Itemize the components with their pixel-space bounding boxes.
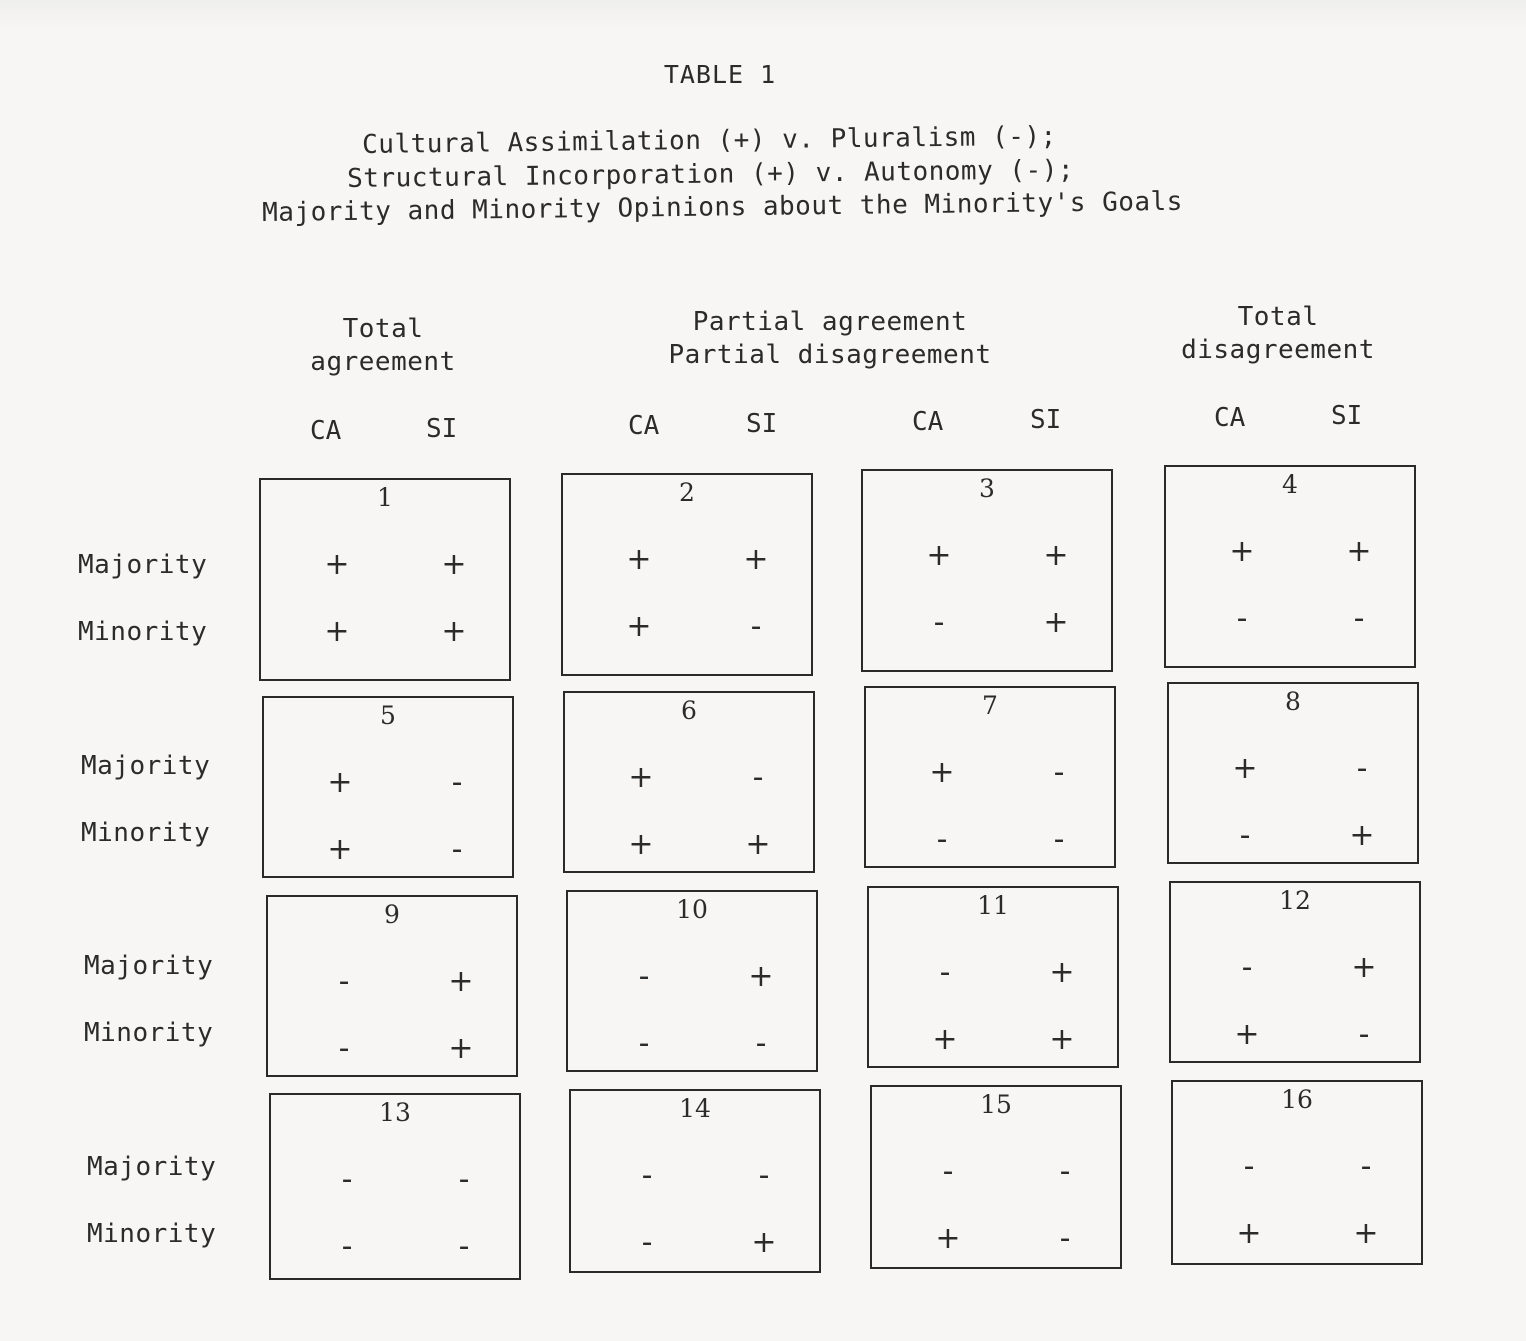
sign-majority-si: - [758,1158,770,1193]
sign-majority-si: - [1059,1154,1071,1189]
sign-minority-ca: - [936,822,948,857]
subtitle-line-1: Cultural Assimilation (+) v. Pluralism (-); [362,121,1057,160]
cell-11 [867,886,1119,1068]
sign-majority-ca: + [1232,751,1258,786]
cell-number: 12 [1279,886,1311,915]
column-header-si: SI [426,414,458,444]
group-heading-line: agreement [310,347,456,377]
sign-majority-ca: - [338,964,350,999]
cell-number: 9 [384,900,400,929]
cell-number: 4 [1282,470,1298,499]
sign-minority-ca: - [341,1229,353,1264]
sign-majority-si: - [1053,755,1065,790]
cell-13 [269,1093,521,1280]
sign-minority-ca: - [641,1225,653,1260]
cell-10 [566,890,818,1072]
cell-6 [563,691,815,873]
cell-14 [569,1089,821,1273]
cell-7 [864,686,1116,868]
column-header-ca: CA [1214,403,1246,433]
row-label-minority: Minority [81,818,211,848]
sign-minority-ca: - [338,1031,350,1066]
group-heading-line: Partial agreement [692,307,968,337]
cell-number: 7 [982,691,998,720]
column-header-si: SI [1030,405,1062,435]
sign-minority-si: + [1349,818,1375,853]
cell-16 [1171,1080,1423,1265]
column-header-ca: CA [310,416,342,446]
cell-number: 11 [977,891,1009,920]
row-label-majority: Majority [78,550,208,580]
sign-majority-si: + [1043,538,1069,573]
sign-minority-ca: - [933,605,945,640]
column-header-ca: CA [628,411,660,441]
group-heading-total-disagreement [1168,301,1388,367]
subtitle-line-2: Structural Incorporation (+) v. Autonomy (-); [347,155,1075,194]
sign-majority-ca: - [1241,950,1253,985]
sign-minority-ca: + [327,832,353,867]
sign-minority-ca: - [1236,601,1248,636]
sign-minority-si: + [751,1225,777,1260]
cell-number: 15 [980,1090,1012,1119]
row-label-majority: Majority [81,751,211,781]
sign-majority-ca: - [638,959,650,994]
cell-9 [266,895,518,1077]
sign-majority-si: - [1356,751,1368,786]
sign-minority-si: + [1049,1022,1075,1057]
cell-4 [1164,465,1416,668]
cell-12 [1169,881,1421,1063]
sign-majority-ca: + [926,538,952,573]
sign-majority-si: + [1049,955,1075,990]
sign-majority-si: - [1360,1149,1372,1184]
cell-number: 10 [676,895,708,924]
sign-majority-si: - [451,765,463,800]
row-label-minority: Minority [87,1219,217,1249]
sign-minority-ca: + [626,609,652,644]
group-heading-line: Total [1237,302,1319,332]
cell-number: 1 [377,483,393,512]
column-header-ca: CA [912,407,944,437]
sign-majority-ca: + [1229,534,1255,569]
sign-minority-ca: + [1236,1216,1262,1251]
row-label-minority: Minority [84,1018,214,1048]
cell-number: 13 [379,1098,411,1127]
sign-minority-si: - [750,609,762,644]
sign-minority-si: - [755,1026,767,1061]
cell-number: 2 [679,478,695,507]
sign-minority-si: - [1059,1221,1071,1256]
sign-minority-si: + [745,827,771,862]
sign-minority-si: - [1358,1017,1370,1052]
sign-majority-si: - [458,1162,470,1197]
cell-number: 14 [679,1094,711,1123]
subtitle-line-3: Majority and Minority Opinions about the Minority's Goals [262,186,1184,228]
sign-minority-si: + [1353,1216,1379,1251]
sign-majority-si: + [441,547,467,582]
sign-minority-si: - [451,832,463,867]
sign-minority-si: - [458,1229,470,1264]
sign-majority-si: + [743,542,769,577]
cell-number: 6 [681,696,697,725]
sign-minority-ca: + [1234,1017,1260,1052]
sign-minority-ca: - [1239,818,1251,853]
cell-number: 5 [380,701,396,730]
sign-majority-ca: + [626,542,652,577]
cell-15 [870,1085,1122,1269]
cell-1 [259,478,511,681]
sign-minority-ca: + [324,614,350,649]
sign-minority-si: - [1353,601,1365,636]
cell-8 [1167,682,1419,864]
sign-minority-si: + [448,1031,474,1066]
group-heading-partial [640,306,1020,372]
sign-majority-ca: - [341,1162,353,1197]
sign-majority-ca: + [327,765,353,800]
sign-majority-si: + [1351,950,1377,985]
column-header-si: SI [1331,401,1363,431]
cell-number: 8 [1285,687,1301,716]
sign-minority-si: + [441,614,467,649]
cell-2 [561,473,813,676]
sign-majority-si: - [752,760,764,795]
group-heading-line: disagreement [1181,335,1375,365]
sign-majority-si: + [1346,534,1372,569]
sign-majority-ca: - [939,955,951,990]
table-title: TABLE 1 [663,60,777,89]
sign-majority-ca: + [324,547,350,582]
sign-majority-si: + [448,964,474,999]
row-label-minority: Minority [78,617,208,647]
sign-minority-si: + [1043,605,1069,640]
row-label-majority: Majority [84,951,214,981]
cell-5 [262,696,514,878]
sign-majority-ca: + [628,760,654,795]
cell-number: 3 [979,474,995,503]
sign-majority-ca: - [1243,1149,1255,1184]
sign-minority-ca: + [932,1022,958,1057]
column-header-si: SI [746,409,778,439]
group-heading-total-agreement [283,313,483,379]
row-label-majority: Majority [87,1152,217,1182]
sign-majority-ca: + [929,755,955,790]
sign-majority-ca: - [942,1154,954,1189]
sign-majority-si: + [748,959,774,994]
sign-minority-ca: + [628,827,654,862]
cell-3 [861,469,1113,672]
sign-minority-ca: - [638,1026,650,1061]
sign-minority-si: - [1053,822,1065,857]
sign-majority-ca: - [641,1158,653,1193]
sign-minority-ca: + [935,1221,961,1256]
group-heading-line: Total [342,314,424,344]
cell-number: 16 [1281,1085,1313,1114]
group-heading-line: Partial disagreement [668,340,992,370]
